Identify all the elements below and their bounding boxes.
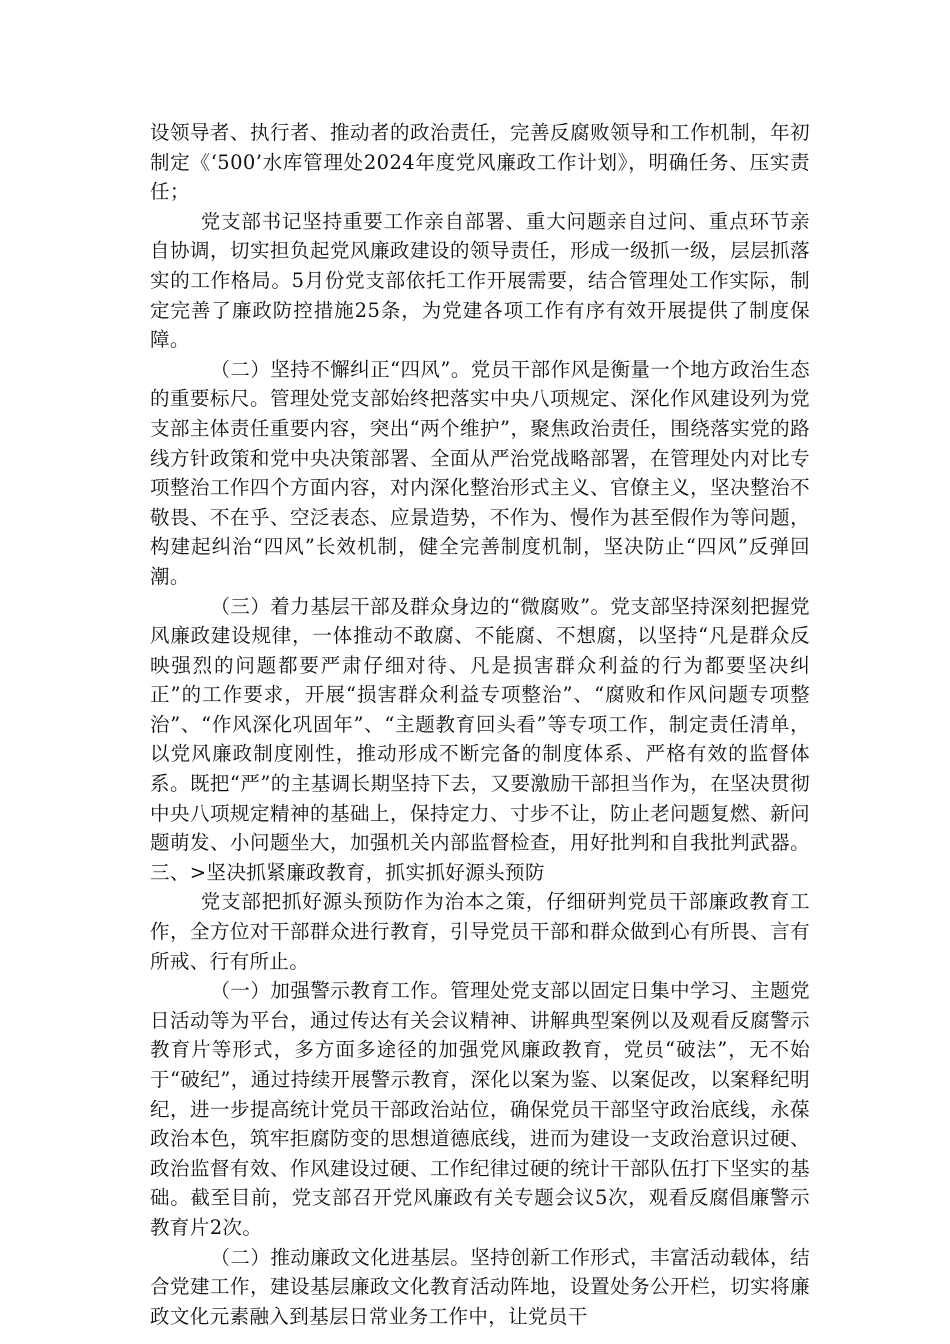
paragraph-clean-culture: （二）推动廉政文化进基层。坚持创新工作形式，丰富活动载体，结合党建工作，建设基层廉政文化教育活动阵地，设置处务公开栏，切实将廉政文化元素融入到基层日常业务工作中，让党员干 xyxy=(150,1245,810,1328)
paragraph-warning-education: （一）加强警示教育工作。管理处党支部以固定日集中学习、主题党日活动等为平台，通过传达有关会议精神、讲解典型案例以及观看反腐警示教育片等形式，多方面多途径的加强党风廉政教育，党员“破法”，无不始于“破纪”，通过持续开展警示教育，深化以案为鉴、以案促改，以案释纪明纪，进一步提高统计党员干部政治站位，确保党员干部坚守政治底线，永葆政治本色，筑牢拒腐防变的思想道德底线，进而为建设一支政治意识过硬、政治监督有效、作风建设过硬、工作纪律过硬的统计干部队伍打下坚实的基础。截至目前，党支部召开党风廉政有关专题会议5次，观看反腐倡廉警示教育片2次。 xyxy=(150,979,810,1239)
paragraph-micro-corruption: （三）着力基层干部及群众身边的“微腐败”。党支部坚持深刻把握党风廉政建设规律，一体推动不敢腐、不能腐、不想腐，以坚持“凡是群众反映强烈的问题都要严肃仔细对待、凡是损害群众利益的行为都要坚决纠正”的工作要求，开展“损害群众利益专项整治”、“腐败和作风问题专项整治”、“作风深化巩固年”、“主题教育回头看”等专项工作，制定责任清单，以党风廉政制度刚性，推动形成不断完备的制度体系、严格有效的监督体系。既把“严”的主基调长期坚持下去，又要激励干部担当作为，在坚决贯彻中央八项规定精神的基础上，保持定力、寸步不让，防止老问题复燃、新问题萌发、小问题坐大，加强机关内部监督检查，用好批判和自我批判武器。三、>坚决抓紧廉政教育，抓实抓好源头预防 xyxy=(150,594,810,884)
paragraph-continuation: 设领导者、执行者、推动者的政治责任，完善反腐败领导和工作机制，年初制定《‘500’水库管理处2024年度党风廉政工作计划》，明确任务、压实责任； xyxy=(150,121,810,204)
paragraph-branch-secretary: 党支部书记坚持重要工作亲自部署、重大问题亲自过问、重点环节亲自协调，切实担负起党风廉政建设的领导责任，形成一级抓一级，层层抓落实的工作格局。5月份党支部依托工作开展需要，结合管理处工作实际，制定完善了廉政防控措施25条，为党建各项工作有序有效开展提供了制度保障。 xyxy=(150,209,810,352)
paragraph-four-styles: （二）坚持不懈纠正“四风”。党员干部作风是衡量一个地方政治生态的重要标尺。管理处党支部始终把落实中央八项规定、深化作风建设列为党支部主体责任重要内容，突出“两个维护”，聚焦政治责任，围绕落实党的路线方针政策和党中央决策部署、全面从严治党战略部署，在管理处内对比专项整治工作四个方面内容，对内深化整治形式主义、官僚主义，坚决整治不敬畏、不在乎、空泛表态、应景造势，不作为、慢作为甚至假作为等问题，构建起纠治“四风”长效机制，健全完善制度机制，坚决防止“四风”反弹回潮。 xyxy=(150,357,810,588)
document-body xyxy=(150,118,810,1331)
paragraph-source-prevention: 党支部把抓好源头预防作为治本之策，仔细研判党员干部廉政教育工作，全方位对干部群众进行教育，引导党员干部和群众做到心有所畏、言有所戒、行有所止。 xyxy=(150,890,810,973)
